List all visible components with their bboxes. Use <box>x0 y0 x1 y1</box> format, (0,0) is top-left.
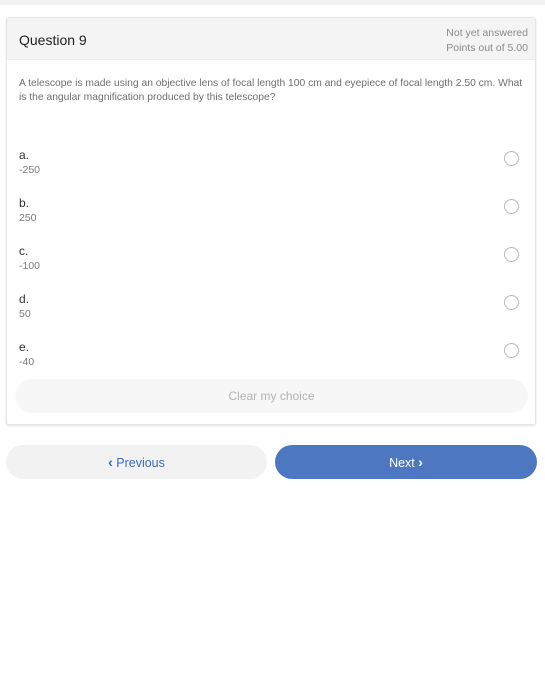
points-label: Points out of 5.00 <box>446 42 528 54</box>
option-d-radio[interactable] <box>504 295 519 310</box>
next-label: Next <box>389 456 415 470</box>
option-d[interactable] <box>7 292 535 332</box>
clear-choice-button[interactable]: Clear my choice <box>15 379 528 413</box>
previous-label: Previous <box>116 456 165 470</box>
option-value: 50 <box>19 308 31 320</box>
option-letter: a. <box>19 148 30 162</box>
question-text: A telescope is made using an objective lens of focal length 100 cm and eyepiece of focal length 2.50 cm. What is the angular magnification produced by this telescope? <box>19 78 523 103</box>
option-c[interactable] <box>7 244 535 284</box>
option-letter: e. <box>19 340 30 354</box>
option-value: -100 <box>19 260 41 272</box>
option-value: -250 <box>19 164 41 176</box>
option-letter: b. <box>19 196 30 210</box>
question-title: Question 9 <box>19 32 87 48</box>
question-status-block <box>446 26 528 56</box>
option-a[interactable] <box>7 148 535 188</box>
option-e[interactable] <box>7 340 535 380</box>
question-header <box>7 18 535 60</box>
option-e-radio[interactable] <box>504 343 519 358</box>
chevron-left-icon: ‹ <box>108 454 113 470</box>
option-b-radio[interactable] <box>504 199 519 214</box>
option-c-radio[interactable] <box>504 247 519 262</box>
next-button[interactable] <box>275 445 537 479</box>
option-value: 250 <box>19 212 37 224</box>
option-b[interactable] <box>7 196 535 236</box>
option-letter: c. <box>19 244 29 258</box>
option-letter: d. <box>19 292 30 306</box>
option-a-radio[interactable] <box>504 151 519 166</box>
answer-status: Not yet answered <box>446 27 528 39</box>
previous-button[interactable] <box>6 445 267 479</box>
chevron-right-icon: › <box>418 454 423 470</box>
question-card <box>6 17 536 425</box>
option-value: -40 <box>19 356 35 368</box>
top-strip <box>0 0 545 5</box>
